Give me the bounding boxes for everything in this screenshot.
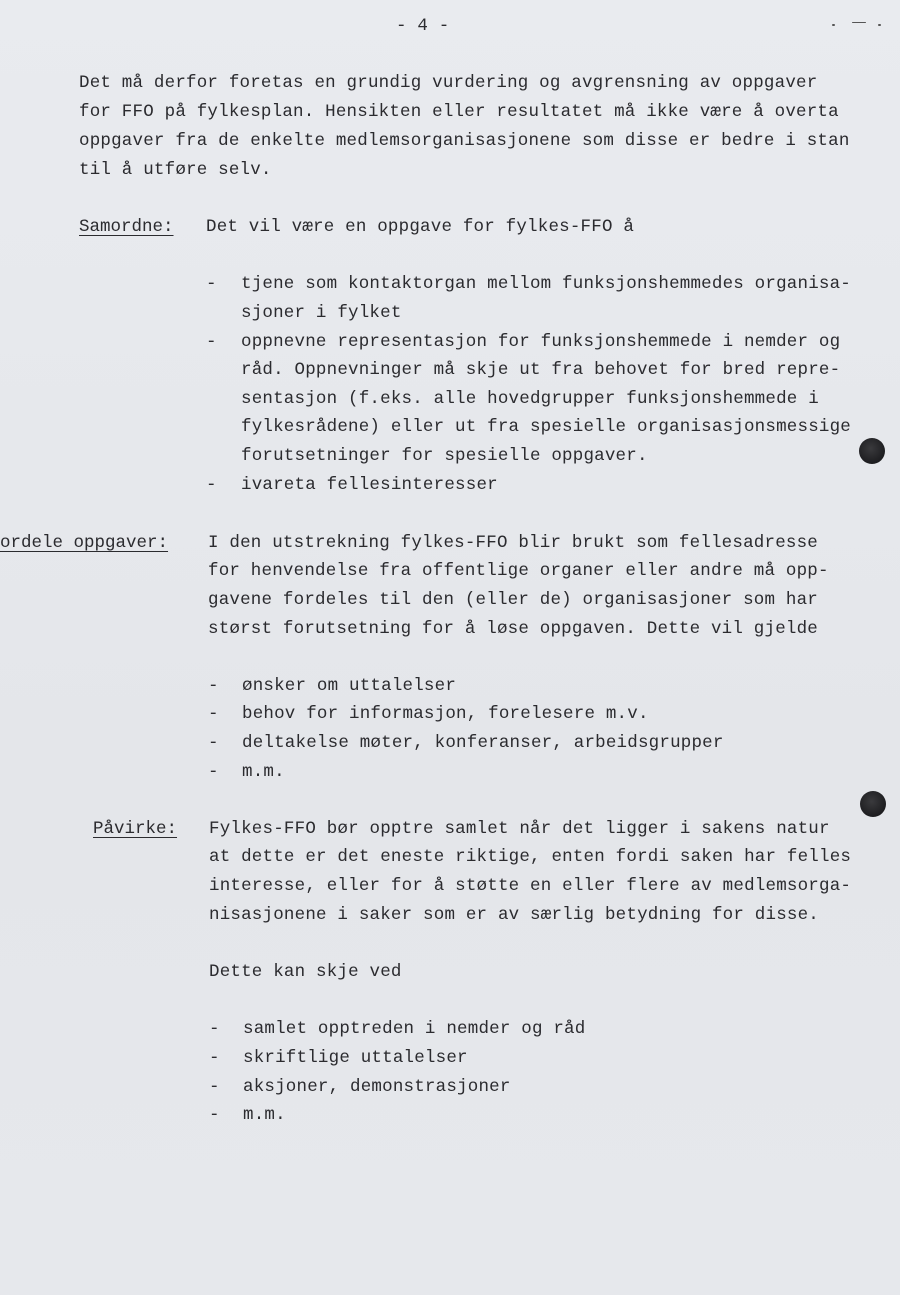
bullet-dash: - bbox=[209, 1048, 220, 1068]
list-item: tjene som kontaktorgan mellom funksjonshemmedes organisa- bbox=[241, 274, 851, 294]
corner-mark bbox=[878, 24, 881, 26]
punch-hole bbox=[860, 791, 886, 817]
fordele-text-line: gavene fordeles til den (eller de) organisasjoner som har bbox=[208, 590, 818, 610]
list-item: m.m. bbox=[243, 1105, 286, 1125]
bullet-dash: - bbox=[208, 733, 219, 753]
punch-hole bbox=[859, 438, 885, 464]
list-item: forutsetninger for spesielle oppgaver. bbox=[241, 446, 648, 466]
intro-line: oppgaver fra de enkelte medlemsorganisasjonene som disse er bedre i stan bbox=[79, 131, 850, 151]
list-item: m.m. bbox=[242, 762, 285, 782]
fordele-text-line: størst forutsetning for å løse oppgaven. Dette vil gjelde bbox=[208, 619, 818, 639]
pavirke-label: Påvirke: bbox=[93, 819, 178, 839]
bullet-dash: - bbox=[208, 704, 219, 724]
list-item: ivareta fellesinteresser bbox=[241, 475, 498, 495]
pavirke-subheading: Dette kan skje ved bbox=[209, 962, 402, 982]
list-item: sentasjon (f.eks. alle hovedgrupper funksjonshemmede i bbox=[241, 389, 819, 409]
corner-mark bbox=[852, 22, 866, 23]
list-item: sjoner i fylket bbox=[241, 303, 402, 323]
page-number: - 4 - bbox=[396, 16, 450, 36]
bullet-dash: - bbox=[206, 332, 217, 352]
corner-mark bbox=[832, 24, 835, 26]
intro-line: Det må derfor foretas en grundig vurdering og avgrensning av oppgaver bbox=[79, 73, 818, 93]
fordele-text-line: I den utstrekning fylkes-FFO blir brukt som fellesadresse bbox=[208, 533, 818, 553]
list-item: fylkesrådene) eller ut fra spesielle organisasjonsmessige bbox=[241, 417, 851, 437]
bullet-dash: - bbox=[209, 1077, 220, 1097]
intro-line: for FFO på fylkesplan. Hensikten eller resultatet må ikke være å overta bbox=[79, 102, 839, 122]
bullet-dash: - bbox=[209, 1105, 220, 1125]
list-item: oppnevne representasjon for funksjonshemmede i nemder og bbox=[241, 332, 841, 352]
bullet-dash: - bbox=[209, 1019, 220, 1039]
pavirke-text-line: Fylkes-FFO bør opptre samlet når det ligger i sakens natur bbox=[209, 819, 830, 839]
list-item: behov for informasjon, forelesere m.v. bbox=[242, 704, 649, 724]
list-item: råd. Oppnevninger må skje ut fra behovet for bred repre- bbox=[241, 360, 841, 380]
fordele-label: ordele oppgaver: bbox=[0, 533, 169, 553]
bullet-dash: - bbox=[206, 475, 217, 495]
pavirke-text-line: at dette er det eneste riktige, enten fordi saken har felles bbox=[209, 847, 852, 867]
intro-line: til å utføre selv. bbox=[79, 160, 272, 180]
list-item: deltakelse møter, konferanser, arbeidsgrupper bbox=[242, 733, 724, 753]
bullet-dash: - bbox=[206, 274, 217, 294]
bullet-dash: - bbox=[208, 676, 219, 696]
pavirke-text-line: interesse, eller for å støtte en eller flere av medlemsorga- bbox=[209, 876, 852, 896]
fordele-text-line: for henvendelse fra offentlige organer eller andre må opp- bbox=[208, 561, 829, 581]
list-item: ønsker om uttalelser bbox=[242, 676, 457, 696]
pavirke-text-line: nisasjonene i saker som er av særlig betydning for disse. bbox=[209, 905, 819, 925]
samordne-label: Samordne: bbox=[79, 217, 174, 237]
list-item: aksjoner, demonstrasjoner bbox=[243, 1077, 511, 1097]
bullet-dash: - bbox=[208, 762, 219, 782]
list-item: samlet opptreden i nemder og råd bbox=[243, 1019, 586, 1039]
list-item: skriftlige uttalelser bbox=[243, 1048, 468, 1068]
samordne-heading: Det vil være en oppgave for fylkes-FFO å bbox=[206, 217, 635, 237]
